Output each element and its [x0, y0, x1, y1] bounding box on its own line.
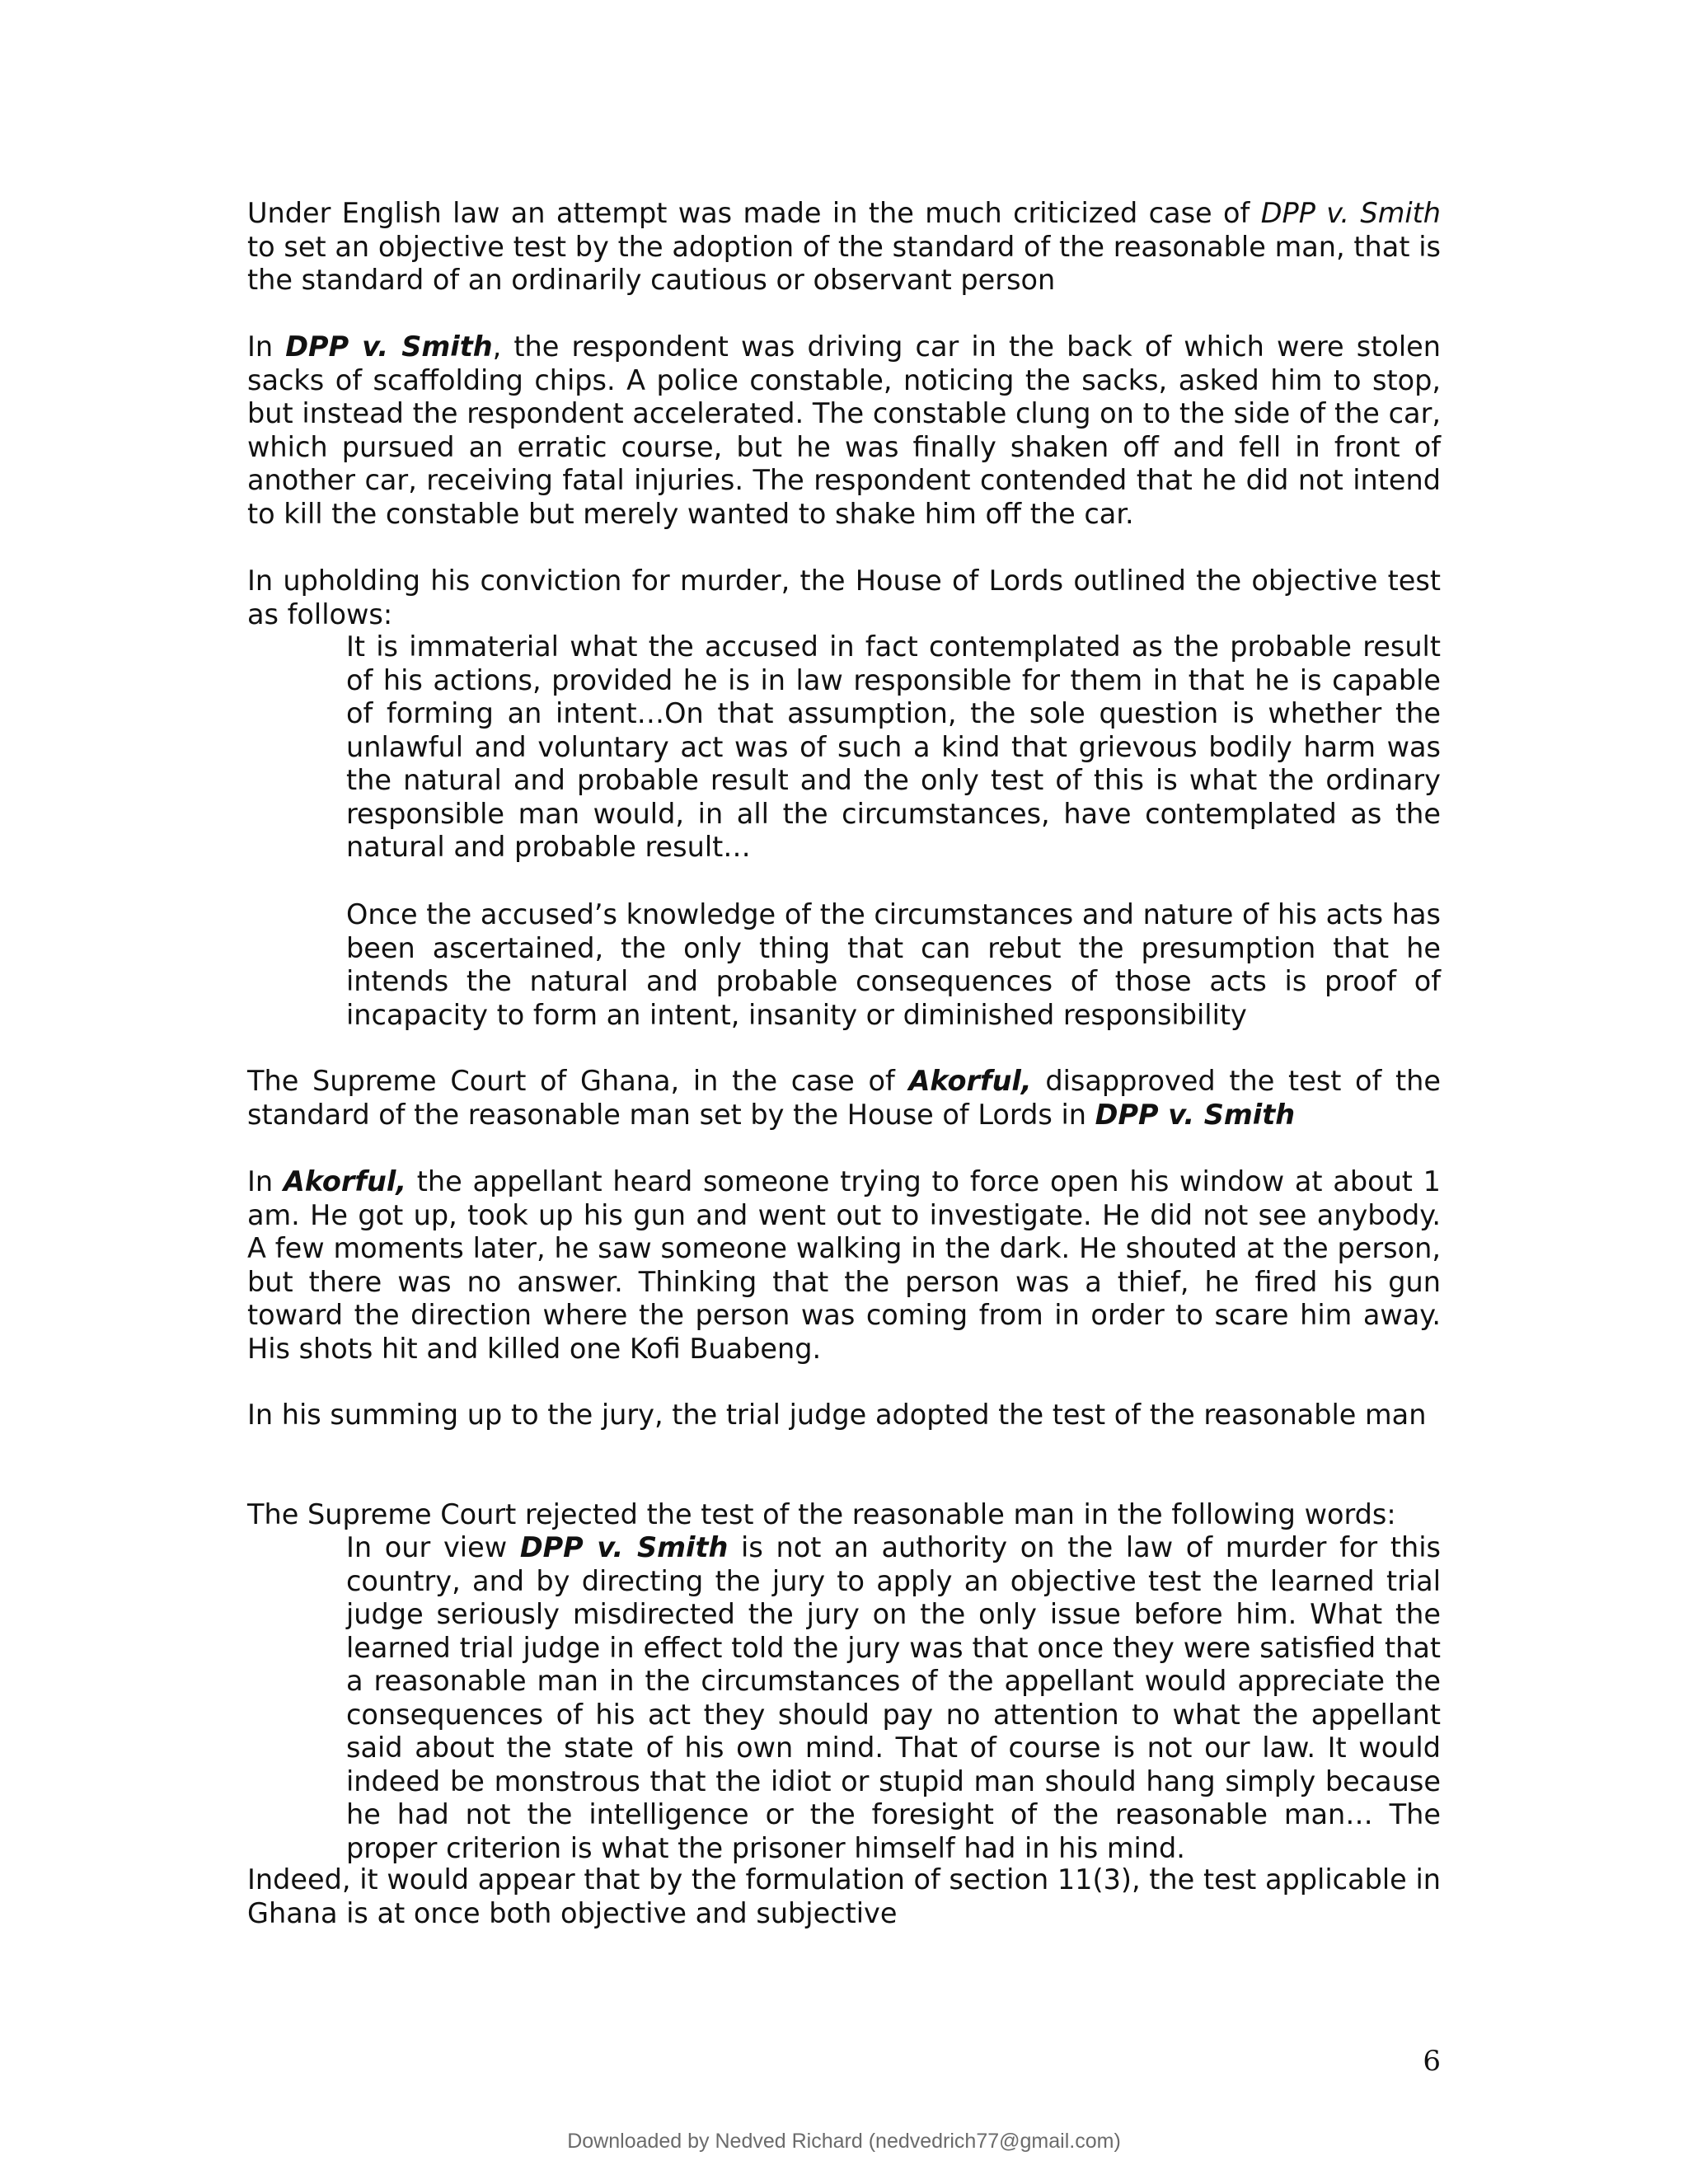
paragraph-supreme-court-rejected — [247, 1498, 1441, 1532]
paragraph-text: disapproved the test of the standard of the reasonable man set by the House of Lords in — [247, 1065, 1441, 1131]
quote-objective-test — [346, 630, 1441, 865]
case-name: DPP v. Smith — [519, 1531, 729, 1563]
paragraph-text: In his summing up to the jury, the trial judge adopted the test of the reasonable man — [247, 1399, 1427, 1431]
paragraph-dpp-intro — [247, 197, 1441, 298]
case-name: DPP v. Smith — [1260, 197, 1442, 229]
paragraph-text: In — [247, 1165, 284, 1197]
paragraph-text: Indeed, it would appear that by the formulation of section 11(3), the test applicable in Ghana is at once both objective and subjective — [247, 1863, 1441, 1929]
paragraph-text: The Supreme Court of Ghana, in the case of — [247, 1065, 909, 1097]
download-footer: Downloaded by Nedved Richard (nedvedrich77@gmail.com) — [567, 2130, 1121, 2153]
quote-text: It is immaterial what the accused in fact contemplated as the probable result of his actions, provided he is in law responsible for them in that he is capable of forming an intent…On that assumption, the sole question is whether the unlawful and voluntary act was of such a kind that grievous bodily harm was the natural and probable result and the only test of this is what the ordinary responsible man would, in all the circumstances, have contemplated as the natural and probable result… — [346, 630, 1441, 863]
paragraph-akorful-facts — [247, 1165, 1441, 1366]
page-number: 6 — [1423, 2045, 1441, 2078]
quote-presumption — [346, 898, 1441, 1032]
case-name: DPP v. Smith — [285, 330, 493, 363]
paragraph-house-of-lords — [247, 565, 1441, 631]
paragraph-dpp-facts — [247, 330, 1441, 531]
quote-text: In our view — [346, 1531, 520, 1563]
quote-text: Once the accused’s knowledge of the circumstances and nature of his acts has been ascertained, the only thing that can rebut the presumption that he intends the natural and probable consequences of those acts is proof of incapacity to form an intent, insanity or diminished responsibility — [346, 898, 1441, 1031]
paragraph-text: to set an objective test by the adoption of the standard of the reasonable man, that is the standard of an ordinarily cautious or observant person — [247, 230, 1441, 296]
paragraph-section-11-3 — [247, 1863, 1441, 1930]
paragraph-text: In upholding his conviction for murder, the House of Lords outlined the objective test as follows: — [247, 565, 1441, 630]
case-name: Akorful, — [908, 1065, 1032, 1097]
paragraph-text: In — [247, 330, 286, 363]
case-name: Akorful, — [283, 1165, 407, 1197]
paragraph-text: Under English law an attempt was made in the much criticized case of — [247, 197, 1261, 229]
case-name: DPP v. Smith — [1095, 1098, 1296, 1131]
paragraph-trial-judge — [247, 1399, 1441, 1432]
quote-text: is not an authority on the law of murder for this country, and by directing the jury to apply an objective test the learned trial judge seriously misdirected the jury on the only issue before him. What the learned trial judge in effect told the jury was that once they were satisfied that a reasonable man in the circumstances of the appellant would appreciate the consequences of his act they should pay no attention to what the appellant said about the state of his own mind. That of course is not our law. It would indeed be monstrous that the idiot or stupid man should hang simply because he had not the intelligence or the foresight of the reasonable man… The proper criterion is what the prisoner himself had in his mind. — [346, 1531, 1442, 1864]
paragraph-text: , the respondent was driving car in the back of which were stolen sacks of scaffolding chips. A police constable, noticing the sacks, asked him to stop, but instead the respondent accelerated. The constable clung on to the side of the car, which pursued an erratic course, but he was finally shaken off and fell in front of another car, receiving fatal injuries. The respondent contended that he did not intend to kill the constable but merely wanted to shake him off the car. — [247, 330, 1442, 530]
paragraph-text: The Supreme Court rejected the test of the reasonable man in the following words: — [247, 1498, 1396, 1530]
paragraph-text: the appellant heard someone trying to force open his window at about 1 am. He got up, took up his gun and went out to investigate. He did not see anybody. A few moments later, he saw someone walking in the dark. He shouted at the person, but there was no answer. Thinking that the person was a thief, he fired his gun toward the direction where the person was coming from in order to scare him away. His shots hit and killed one Kofi Buabeng. — [247, 1165, 1441, 1365]
paragraph-supreme-court-ghana — [247, 1065, 1441, 1132]
quote-supreme-court — [346, 1531, 1441, 1865]
